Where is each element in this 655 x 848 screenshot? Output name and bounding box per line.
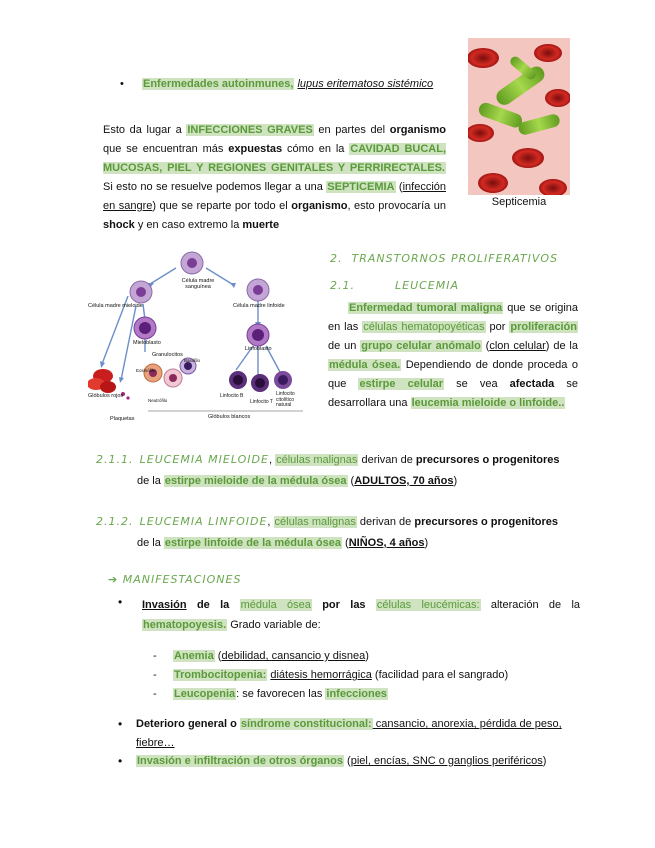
diagram-linfocito-b: Linfocito B bbox=[220, 393, 244, 399]
arrow-icon: ➔ bbox=[108, 573, 119, 586]
sub-item-trombocitopenia: - Trombocitopenia: diátesis hemorrágica (facilidad para el sangrado) bbox=[153, 669, 509, 681]
autoinmunes-example: lupus eritematoso sistémico bbox=[297, 78, 434, 90]
bullet-invasion: • Invasión de la médula ósea por las células leucémicas: alteración de la hematopoyesis. Grado variable de: bbox=[118, 595, 581, 631]
sub-list bbox=[153, 647, 508, 704]
bullet-infiltracion: • Invasión e infiltración de otros órganos (piel, encías, SNC o ganglios periféricos) bbox=[118, 752, 588, 771]
autoinmunes-term: Enfermedades autoinmunes, bbox=[143, 78, 294, 90]
diagram-globulos-rojos: Glóbulos rojos bbox=[88, 393, 124, 399]
bullet-dot: • bbox=[118, 595, 123, 609]
diagram-stem: Célula madre sanguínea bbox=[181, 278, 215, 290]
diagram-linfoide: Célula madre linfoide bbox=[233, 303, 285, 309]
diagram-linfoblasto: Linfoblasto bbox=[245, 346, 272, 352]
sub-item-leucopenia: - Leucopenia: se favorecen las infecciones bbox=[153, 688, 387, 700]
diagram-eosinofilo: Eosinófilo bbox=[136, 368, 156, 373]
diagram-neutrofilo: Neutrófilo bbox=[148, 398, 168, 403]
bullet-deterioro: • Deterioro general o síndrome constitucional: cansancio, anorexia, pérdida de peso, fiebre… bbox=[118, 717, 562, 749]
section-21-heading: 2.1. LEUCEMIA bbox=[330, 279, 460, 292]
septicemia-image bbox=[468, 38, 570, 215]
diagram-basofilo: Basófilo bbox=[184, 358, 201, 363]
sub-item-anemia: - Anemia (debilidad, cansancio y disnea) bbox=[153, 650, 369, 662]
section-212: 2.1.2. LEUCEMIA LINFOIDE, células malignas derivan de precursores o progenitores de la estirpe linfoide de la médula ósea (NIÑOS, 4 años) bbox=[96, 515, 558, 549]
diagram-mieloide: Célula madre mieloide bbox=[88, 303, 143, 309]
diagram-mieloblasto: Mieloblasto bbox=[133, 340, 161, 346]
diagram-globulos-blancos: Glóbulos blancos bbox=[208, 414, 251, 420]
bullet-dot: • bbox=[120, 78, 124, 90]
intro-paragraph: Esto da lugar a INFECCIONES GRAVES en partes del organismo que se encuentran más expuestas cómo en la CAVIDAD BUCAL, MUCOSAS, PIEL Y REGIONES GENITALES Y PERRIRECTALES. Si esto no se resuelve podemos llegar a una SEPTICEMIA (infección en sangre) que se reparte por todo el organismo, esto provocaría un shock y en caso extremo la muerte bbox=[103, 124, 446, 231]
hematopoiesis-diagram bbox=[88, 248, 310, 428]
septicemia-caption: Septicemia bbox=[491, 196, 547, 208]
leucemia-definition: Enfermedad tumoral maligna que se origina en las células hematopoyéticas por proliferación de un grupo celular anómalo (clon celular) de la médula ósea. Dependiendo de donde proceda o que estirpe celular se vea afectada se desarrollara una leucemia mieloide o linfoide.. bbox=[328, 302, 579, 409]
section-2-heading: 2. TRANSTORNOS PROLIFERATIVOS bbox=[330, 252, 559, 265]
diagram-linfocito-nk: Linfocito citolítico natural bbox=[276, 391, 295, 408]
diagram-granulocitos: Granulocitos bbox=[152, 352, 183, 358]
diagram-plaquetas: Plaquetas bbox=[110, 416, 135, 422]
bullet-dot: • bbox=[118, 717, 123, 731]
section-211: 2.1.1. LEUCEMIA MIELOIDE, células malignas derivan de precursores o progenitores de la estirpe mieloide de la médula ósea (ADULTOS, 70 años) bbox=[96, 453, 560, 487]
manifestaciones-heading: ➔ MANIFESTACIONES bbox=[108, 573, 242, 586]
diagram-linfocito-t: Linfocito T bbox=[250, 399, 273, 405]
bullet-dot: • bbox=[118, 754, 123, 768]
